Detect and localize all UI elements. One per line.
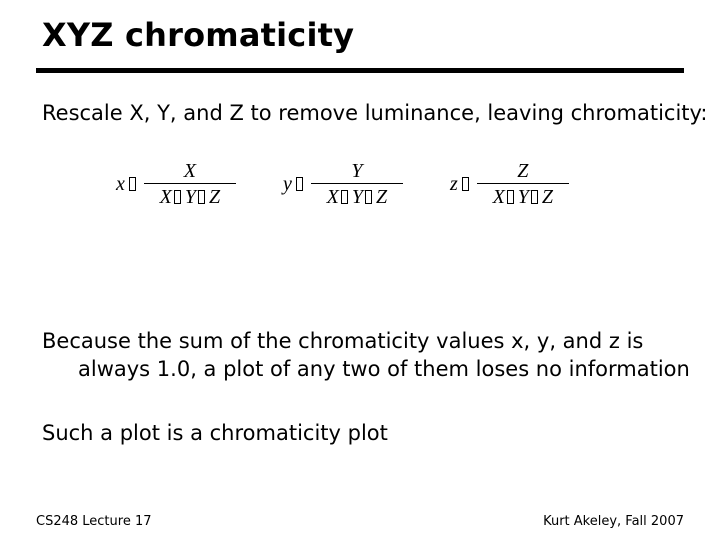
missing-glyph-icon	[174, 190, 181, 204]
paragraph-chromaticity-plot: Such a plot is a chromaticity plot	[42, 421, 388, 445]
formula-y-lhs: y	[283, 172, 292, 195]
denominator-term: Z	[376, 186, 388, 208]
denominator-term: Z	[209, 186, 221, 208]
formula-z	[450, 160, 569, 208]
formula-x-fraction	[144, 160, 236, 208]
denominator-term: Z	[541, 186, 554, 208]
formula-z-denominator	[493, 184, 553, 208]
missing-glyph-icon	[462, 177, 469, 191]
footer-course: CS248 Lecture 17	[36, 514, 152, 529]
denominator-term: X	[326, 186, 339, 208]
denominator-term: X	[492, 186, 505, 208]
missing-glyph-icon	[531, 190, 538, 204]
paragraph-rescale: Rescale X, Y, and Z to remove luminance, leaving chromaticity:	[42, 101, 708, 125]
title-divider	[36, 68, 684, 73]
formula-z-numerator: Z	[517, 160, 529, 182]
formula-y-numerator: Y	[351, 160, 363, 182]
missing-glyph-icon	[296, 177, 303, 191]
missing-glyph-icon	[341, 190, 348, 204]
formula-z-fraction	[477, 160, 569, 208]
formula-x	[116, 160, 236, 208]
paragraph-sum-property: Because the sum of the chromaticity values x, y, and z is always 1.0, a plot of any two of them loses no information	[42, 329, 690, 381]
missing-glyph-icon	[365, 190, 372, 204]
formula-z-lhs: z	[450, 172, 458, 195]
denominator-term: X	[159, 186, 172, 208]
missing-glyph-icon	[507, 190, 514, 204]
missing-glyph-icon	[198, 190, 205, 204]
formula-x-numerator: X	[183, 160, 196, 182]
formula-y	[283, 160, 403, 208]
denominator-term: Y	[517, 186, 529, 208]
footer-author: Kurt Akeley, Fall 2007	[543, 514, 684, 529]
denominator-term: Y	[184, 186, 196, 208]
missing-glyph-icon	[129, 177, 136, 191]
formula-x-denominator	[160, 184, 220, 208]
formula-y-denominator	[327, 184, 387, 208]
denominator-term: Y	[351, 186, 363, 208]
formula-x-lhs: x	[116, 172, 125, 195]
formula-y-fraction	[311, 160, 403, 208]
slide-title: XYZ chromaticity	[42, 16, 355, 54]
